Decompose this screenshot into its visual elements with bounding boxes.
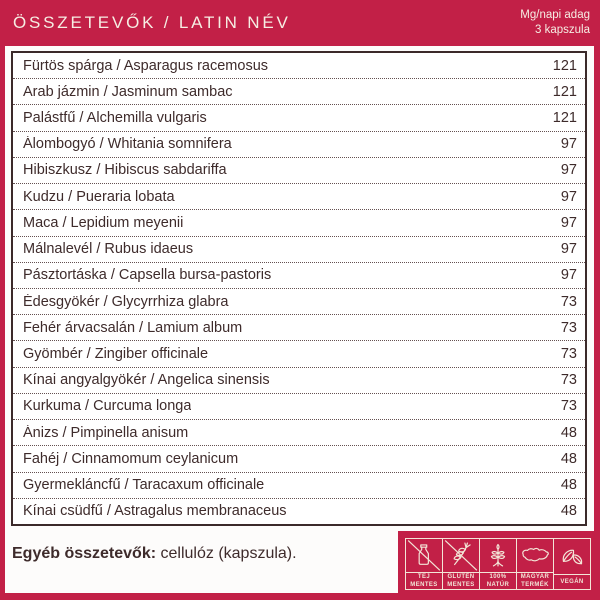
other-ingredients-label: Egyéb összetevők: [12,545,157,562]
ingredient-mg-value: 73 [560,346,577,363]
ingredient-mg-value: 97 [560,188,577,205]
ingredient-name: Gyömbér / Zingiber officinale [23,346,209,363]
badge-label-line: MENTES [447,581,475,588]
dose-line-2: 3 kapszula [535,24,590,36]
ingredient-name: Álombogyó / Whitania somnifera [23,136,232,153]
badge-cell [516,538,554,590]
table-row [13,237,585,263]
badge-label-line: MAGYAR [520,573,550,580]
ingredient-name: Pásztortáska / Capsella bursa-pastoris [23,267,272,284]
ingredient-mg-value: 121 [552,110,577,127]
ingredient-mg-value: 48 [560,424,577,441]
table-row [13,79,585,105]
wheat-crossed-icon [443,539,479,572]
ingredient-name: Gyermekláncfű / Taracaxum officinale [23,477,265,494]
ingredient-name: Fürtös spárga / Asparagus racemosus [23,57,269,74]
table-row [13,499,585,524]
dose-info [520,8,590,38]
badge-label-line: NATÚR [486,581,510,588]
badges-grid [405,538,591,590]
ingredient-mg-value: 121 [552,57,577,74]
ingredients-table [11,51,587,526]
badge-label [517,572,553,589]
table-row [13,368,585,394]
sprout-icon [480,539,516,572]
ingredient-mg-value: 73 [560,372,577,389]
ingredient-name: Fahéj / Cinnamomum ceylanicum [23,450,239,467]
badge-label [443,572,479,589]
badge-label [554,574,590,589]
table-row [13,263,585,289]
ingredient-name: Maca / Lepidium meyenii [23,214,184,231]
table-row [13,132,585,158]
ingredient-name: Ánizs / Pimpinella anisum [23,424,189,441]
table-row [13,105,585,131]
badge-label [406,572,442,589]
ingredient-mg-value: 48 [560,503,577,520]
badge-label-line: 100% [489,573,507,580]
ingredient-name: Hibiszkusz / Hibiscus sabdariffa [23,162,227,179]
badge-label-line: VEGÁN [560,578,584,585]
table-row [13,341,585,367]
other-ingredients-text [12,545,297,563]
badge-cell [442,538,480,590]
table-row [13,473,585,499]
ingredient-mg-value: 48 [560,477,577,494]
ingredient-name: Arab jázmin / Jasminum sambac [23,83,233,100]
ingredients-title: ÖSSZETEVŐK / LATIN NÉV [13,13,291,32]
ingredient-name: Kínai csüdfű / Astragalus membranaceus [23,503,287,520]
table-header [0,0,600,46]
leaves-icon [554,539,590,574]
ingredient-mg-value: 97 [560,241,577,258]
ingredient-name: Fehér árvacsalán / Lamium album [23,319,243,336]
ingredient-name: Kínai angyalgyökér / Angelica sinensis [23,372,270,389]
badge-label-line: MENTES [410,581,438,588]
ingredient-name: Édesgyökér / Glycyrrhiza glabra [23,293,229,310]
ingredient-mg-value: 121 [552,83,577,100]
hungary-map-icon [517,539,553,572]
ingredient-mg-value: 73 [560,319,577,336]
table-row [13,184,585,210]
table-row [13,289,585,315]
ingredient-mg-value: 97 [560,267,577,284]
badge-label [480,572,516,589]
content-area [5,46,594,593]
ingredient-name: Palástfű / Alchemilla vulgaris [23,110,207,127]
table-row [13,394,585,420]
ingredient-mg-value: 97 [560,214,577,231]
badge-cell [479,538,517,590]
badges-panel [398,531,600,600]
ingredient-name: Kudzu / Pueraria lobata [23,188,175,205]
badge-label-line: TERMÉK [521,581,549,588]
table-row [13,315,585,341]
ingredient-name: Málnalevél / Rubus idaeus [23,241,194,258]
milk-crossed-icon [406,539,442,572]
badge-label-line: TEJ [417,573,431,580]
table-row [13,158,585,184]
badge-label-line: GLUTÉN [447,573,475,580]
badge-cell [553,538,591,590]
dose-line-1: Mg/napi adag [520,9,590,22]
ingredient-mg-value: 97 [560,162,577,179]
ingredient-mg-value: 73 [560,398,577,415]
ingredient-mg-value: 48 [560,450,577,467]
ingredient-mg-value: 73 [560,293,577,310]
table-row [13,420,585,446]
table-row [13,53,585,79]
table-row [13,446,585,472]
badge-cell [405,538,443,590]
table-row [13,210,585,236]
ingredient-mg-value: 97 [560,136,577,153]
other-ingredients-value: cellulóz (kapszula). [156,545,297,562]
ingredient-name: Kurkuma / Curcuma longa [23,398,192,415]
